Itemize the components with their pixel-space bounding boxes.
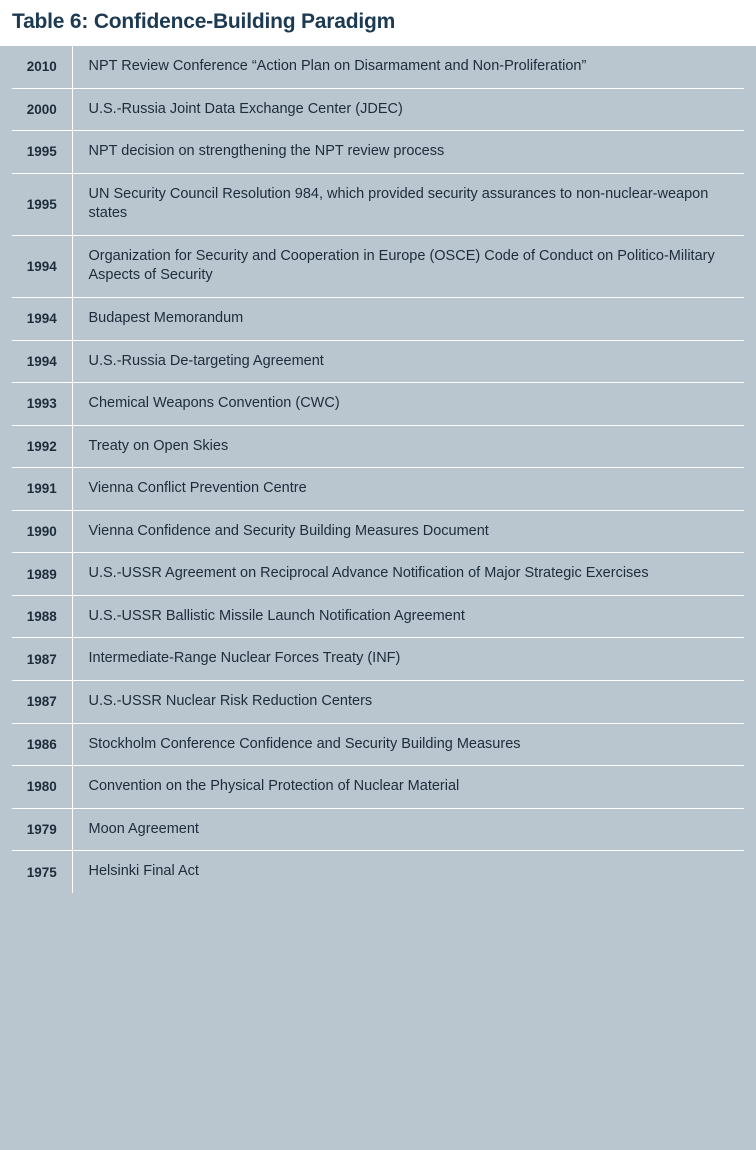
table-row xyxy=(12,681,744,724)
row-event: Convention on the Physical Protection of Nuclear Material xyxy=(72,766,744,809)
row-year: 1993 xyxy=(12,383,72,426)
row-year: 1987 xyxy=(12,681,72,724)
row-event: Moon Agreement xyxy=(72,808,744,851)
row-event: Vienna Conflict Prevention Centre xyxy=(72,468,744,511)
row-year: 1991 xyxy=(12,468,72,511)
table-row xyxy=(12,297,744,340)
row-event: Vienna Confidence and Security Building Measures Document xyxy=(72,510,744,553)
table-body xyxy=(12,46,744,893)
row-event: Stockholm Conference Confidence and Security Building Measures xyxy=(72,723,744,766)
table-row xyxy=(12,46,744,88)
table-row xyxy=(12,88,744,131)
table-row xyxy=(12,468,744,511)
row-year: 1990 xyxy=(12,510,72,553)
table-row xyxy=(12,235,744,297)
table-title: Table 6: Confidence-Building Paradigm xyxy=(0,0,756,46)
table-row xyxy=(12,595,744,638)
row-year: 1989 xyxy=(12,553,72,596)
row-event: NPT Review Conference “Action Plan on Disarmament and Non-Proliferation” xyxy=(72,46,744,88)
row-year: 2000 xyxy=(12,88,72,131)
table-row xyxy=(12,340,744,383)
table-bottom-padding xyxy=(0,907,756,923)
row-event: U.S.-USSR Ballistic Missile Launch Notification Agreement xyxy=(72,595,744,638)
table-row xyxy=(12,510,744,553)
row-event: U.S.-Russia Joint Data Exchange Center (JDEC) xyxy=(72,88,744,131)
row-year: 1994 xyxy=(12,340,72,383)
row-event: UN Security Council Resolution 984, which provided security assurances to non-nuclear-weapon states xyxy=(72,173,744,235)
row-year: 1992 xyxy=(12,425,72,468)
table-row xyxy=(12,638,744,681)
row-event: Budapest Memorandum xyxy=(72,297,744,340)
row-year: 1980 xyxy=(12,766,72,809)
table-row xyxy=(12,723,744,766)
table-row xyxy=(12,553,744,596)
row-event: Organization for Security and Cooperation in Europe (OSCE) Code of Conduct on Politico-Military Aspects of Security xyxy=(72,235,744,297)
row-year: 1975 xyxy=(12,851,72,893)
row-event: U.S.-Russia De-targeting Agreement xyxy=(72,340,744,383)
row-event: Treaty on Open Skies xyxy=(72,425,744,468)
table-row xyxy=(12,131,744,174)
row-event: Chemical Weapons Convention (CWC) xyxy=(72,383,744,426)
row-event: NPT decision on strengthening the NPT review process xyxy=(72,131,744,174)
row-year: 1994 xyxy=(12,235,72,297)
row-year: 1994 xyxy=(12,297,72,340)
table-row xyxy=(12,766,744,809)
row-event: U.S.-USSR Nuclear Risk Reduction Centers xyxy=(72,681,744,724)
row-year: 2010 xyxy=(12,46,72,88)
table-row xyxy=(12,851,744,893)
table-row xyxy=(12,808,744,851)
table-row xyxy=(12,425,744,468)
table-container xyxy=(0,46,756,907)
row-year: 1979 xyxy=(12,808,72,851)
row-event: Intermediate-Range Nuclear Forces Treaty (INF) xyxy=(72,638,744,681)
table-row xyxy=(12,173,744,235)
table-row xyxy=(12,383,744,426)
row-year: 1986 xyxy=(12,723,72,766)
row-event: U.S.-USSR Agreement on Reciprocal Advance Notification of Major Strategic Exercises xyxy=(72,553,744,596)
row-year: 1995 xyxy=(12,131,72,174)
row-year: 1988 xyxy=(12,595,72,638)
row-year: 1987 xyxy=(12,638,72,681)
row-year: 1995 xyxy=(12,173,72,235)
confidence-building-table xyxy=(12,46,744,893)
row-event: Helsinki Final Act xyxy=(88,863,199,880)
